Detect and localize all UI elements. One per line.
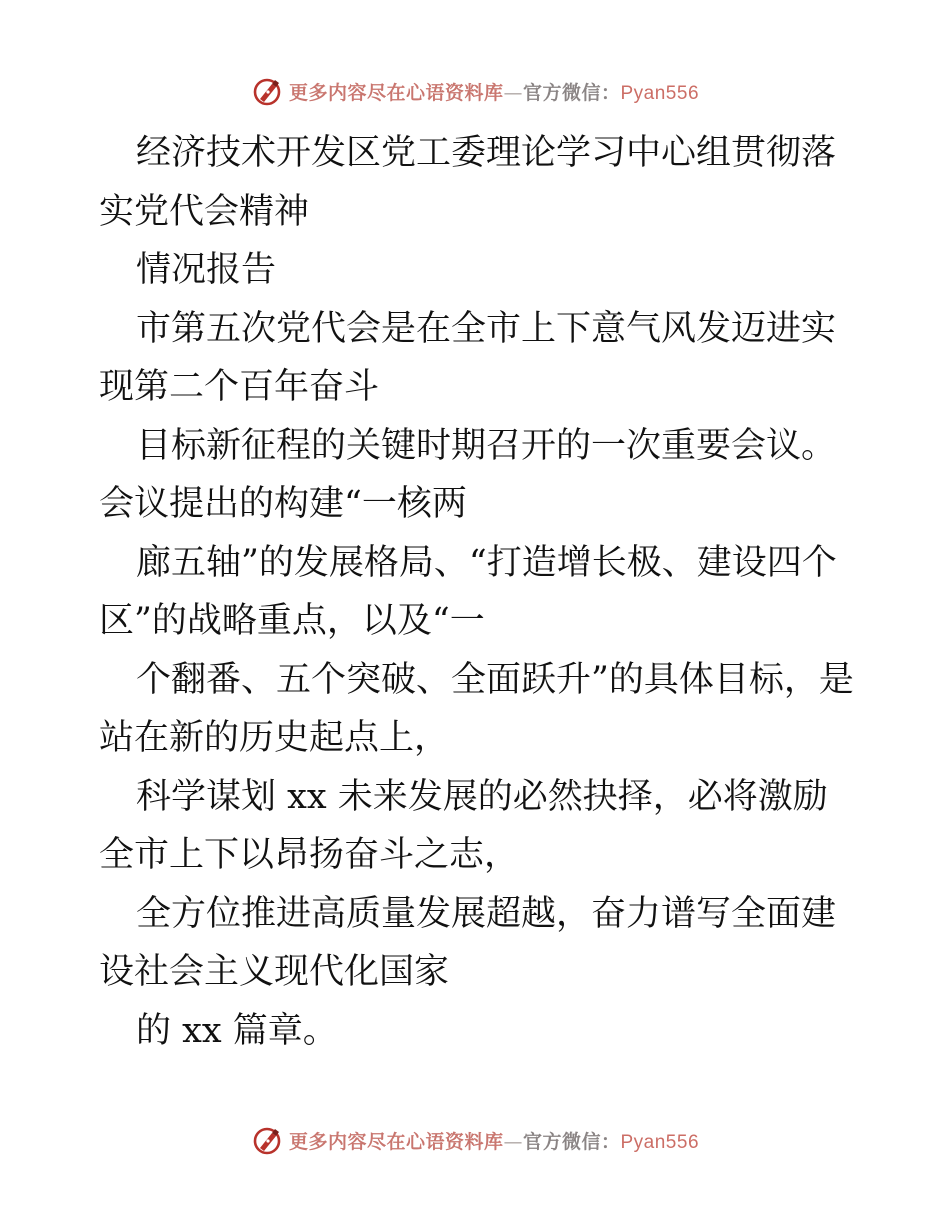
pen-nib-logo-icon: [251, 75, 283, 107]
banner-wechat-handle: Pyan556: [620, 1131, 700, 1153]
document-body: [99, 124, 859, 1060]
paragraph: 市第五次党代会是在全市上下意气风发迈进实现第二个百年奋斗: [99, 308, 837, 407]
paragraph-subtitle: 情况报告: [136, 250, 277, 290]
header-watermark-banner: [0, 71, 950, 111]
paragraph: 廊五轴”的发展格局、“打造增长极、建设四个区”的战略重点，以及“一: [99, 542, 837, 641]
pen-nib-logo-icon: [251, 1124, 283, 1156]
paragraph: 个翻番、五个突破、全面跃升”的具体目标，是站在新的历史起点上，: [99, 659, 854, 758]
banner-main-text: 更多内容尽在心语资料库: [288, 1130, 504, 1153]
banner-wechat-label: 官方微信：: [522, 1130, 621, 1153]
banner-dash: —: [503, 1130, 523, 1153]
paragraph: 全方位推进高质量发展超越，奋力谱写全面建设社会主义现代化国家: [99, 893, 837, 992]
paragraph-title: 经济技术开发区党工委理论学习中心组贯彻落实党代会精神: [99, 133, 837, 232]
paragraph: 的 xx 篇章。: [136, 1010, 338, 1051]
footer-watermark-banner: [0, 1120, 950, 1160]
banner-dash: —: [503, 81, 523, 104]
paragraph: 科学谋划 xx 未来发展的必然抉择，必将激励全市上下以昂扬奋斗之志，: [99, 776, 828, 875]
banner-wechat-handle: Pyan556: [620, 82, 700, 104]
banner-wechat-label: 官方微信：: [522, 81, 621, 104]
paragraph: 目标新征程的关键时期召开的一次重要会议。会议提出的构建“一核两: [99, 425, 837, 524]
banner-main-text: 更多内容尽在心语资料库: [288, 81, 504, 104]
